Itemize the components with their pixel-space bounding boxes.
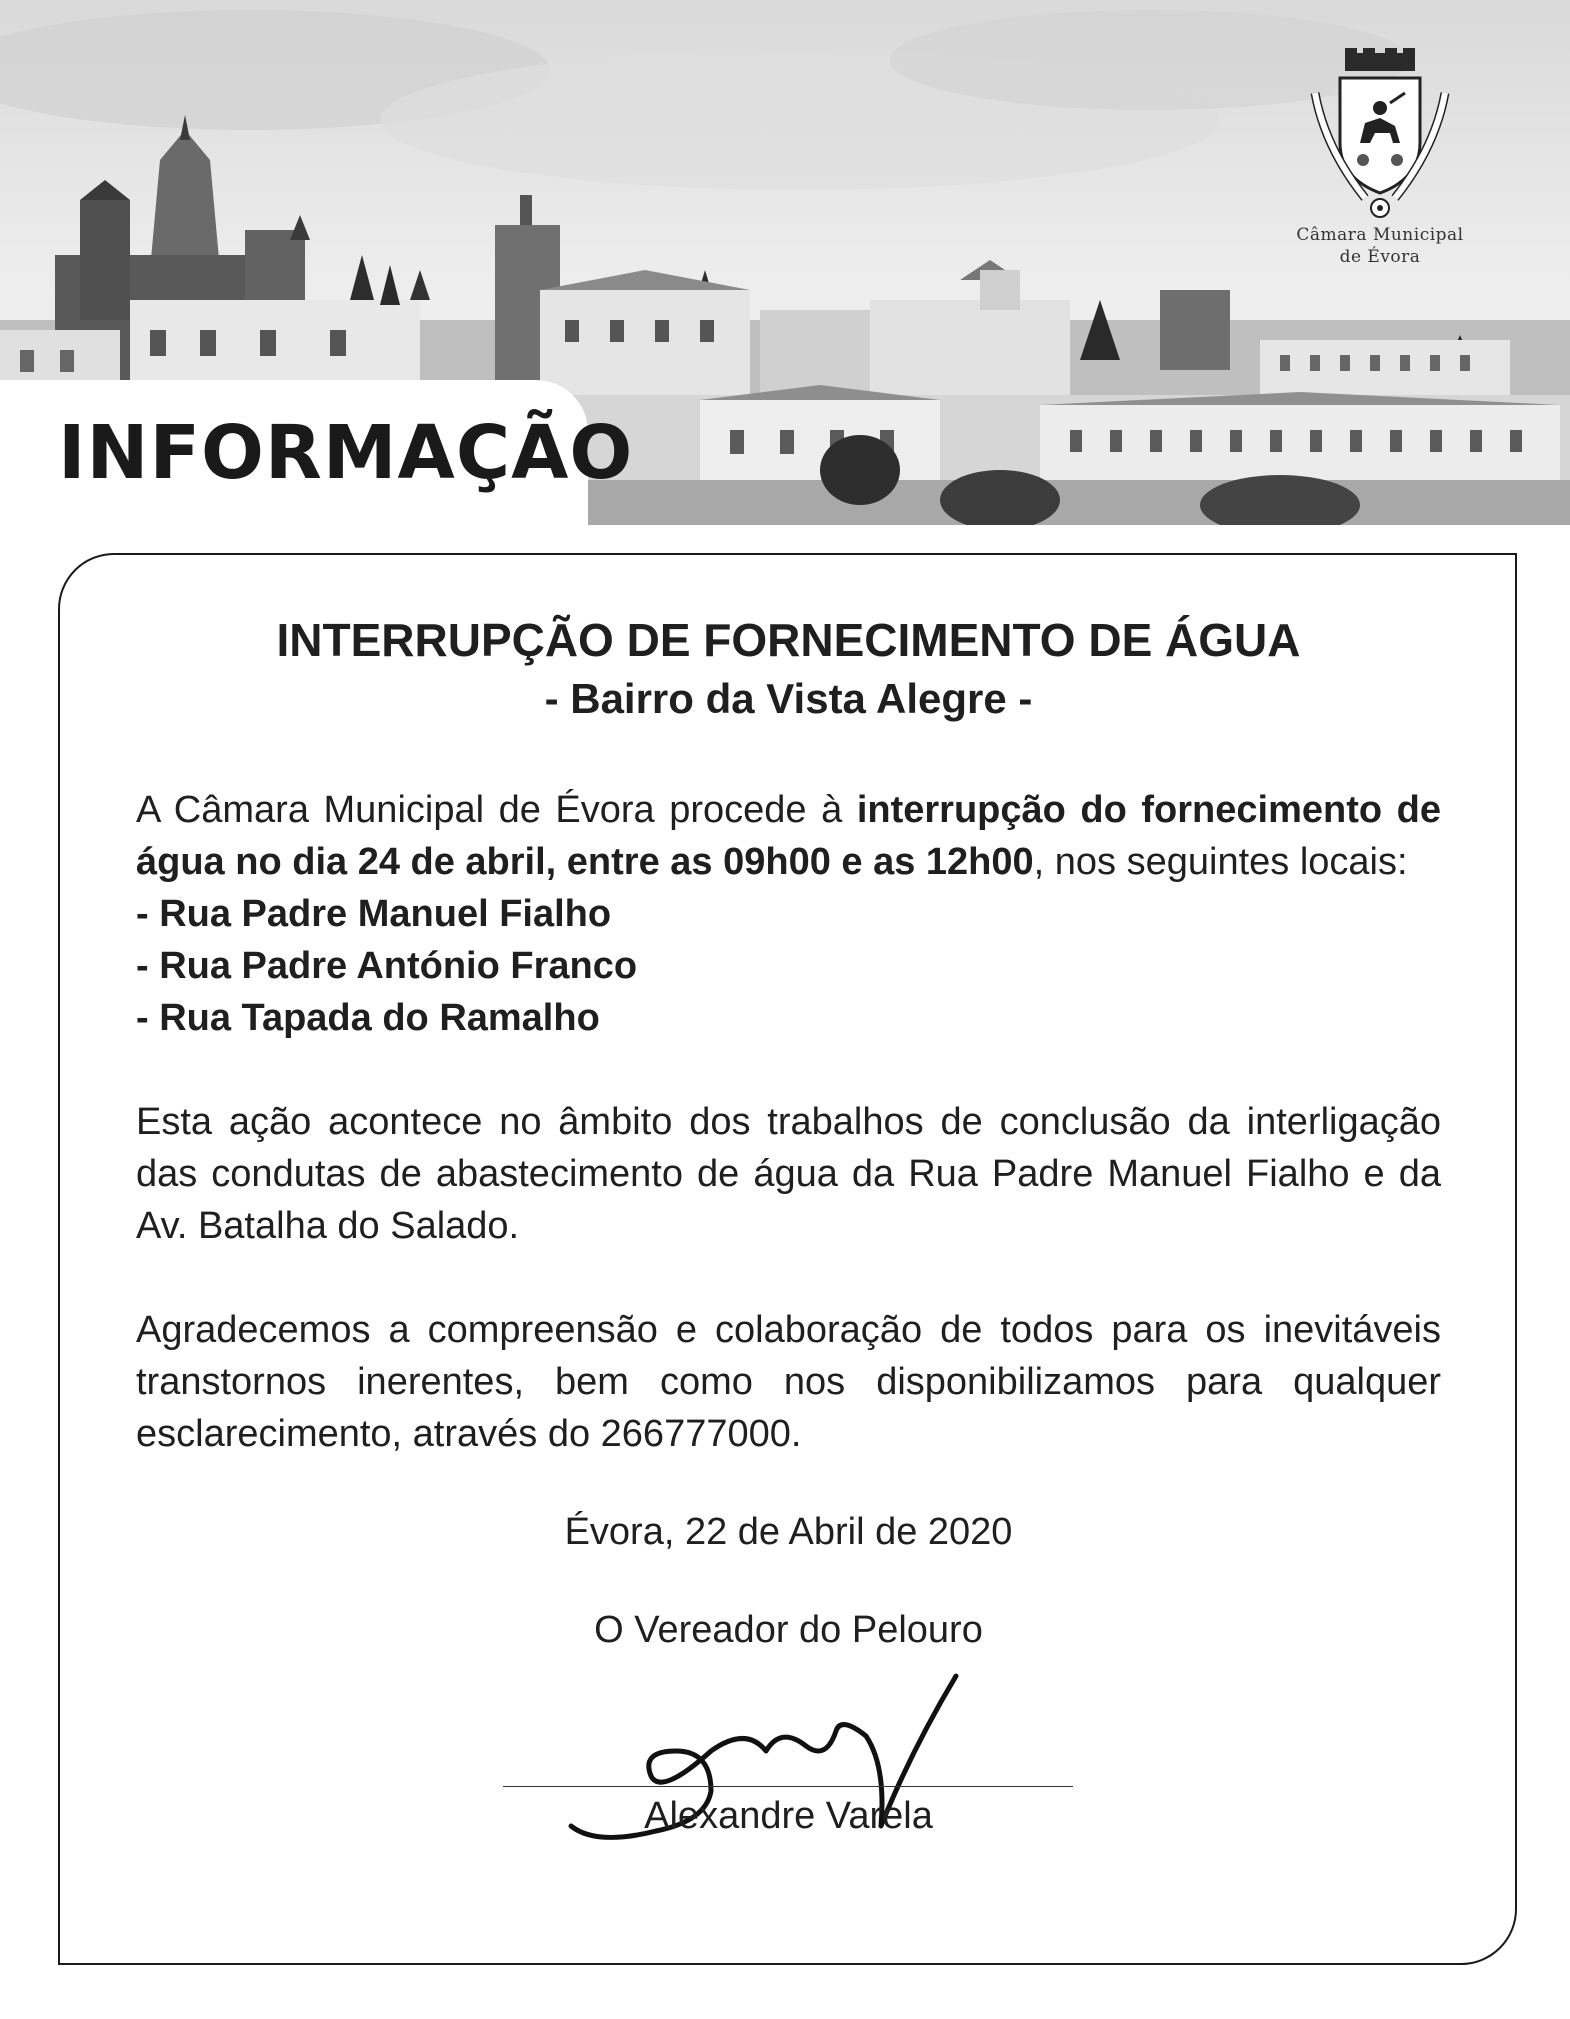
notice-title: INTERRUPÇÃO DE FORNECIMENTO DE ÁGUA	[276, 614, 1301, 666]
intro-text-1: A Câmara Municipal de Évora procede à	[136, 789, 857, 831]
intro-paragraph	[136, 784, 1441, 888]
context-paragraph: Esta ação acontece no âmbito dos trabalhos de conclusão da interligação das condutas de abastecimento de água da Rua Padre Manuel Fialho e da Av. Batalha do Salado.	[136, 1101, 1441, 1247]
crest-label-line1: Câmara Municipal	[1296, 225, 1464, 245]
notice-subtitle: - Bairro da Vista Alegre -	[544, 675, 1033, 722]
municipal-crest	[1270, 48, 1490, 288]
crest-label-line2: de Évora	[1339, 247, 1421, 267]
coat-of-arms-icon	[1305, 48, 1455, 223]
notice-heading	[136, 610, 1441, 728]
street-item: - Rua Tapada do Ramalho	[136, 997, 600, 1039]
street-item: - Rua Padre António Franco	[136, 945, 638, 987]
notice-date: Évora, 22 de Abril de 2020	[564, 1511, 1013, 1553]
intro-text-bold: interrupção do fornecimento de água no dia 24 de abril, entre as 09h00 e as 12h00	[136, 789, 1441, 883]
page-title: INFORMAÇÃO	[58, 410, 634, 496]
thanks-paragraph: Agradecemos a compreensão e colaboração de todos para os inevitáveis transtornos inerentes, bem como nos disponibilizamos para qualquer esclarecimento, através do 266777000.	[136, 1309, 1441, 1455]
notice-content	[136, 610, 1441, 1886]
signature-block	[136, 1656, 1441, 1886]
signer-name: Alexandre Varela	[644, 1795, 933, 1837]
signer-role: O Vereador do Pelouro	[594, 1609, 983, 1651]
street-item: - Rua Padre Manuel Fialho	[136, 893, 612, 935]
intro-text-2: , nos seguintes locais:	[1033, 841, 1408, 883]
signature-line	[503, 1786, 1073, 1787]
